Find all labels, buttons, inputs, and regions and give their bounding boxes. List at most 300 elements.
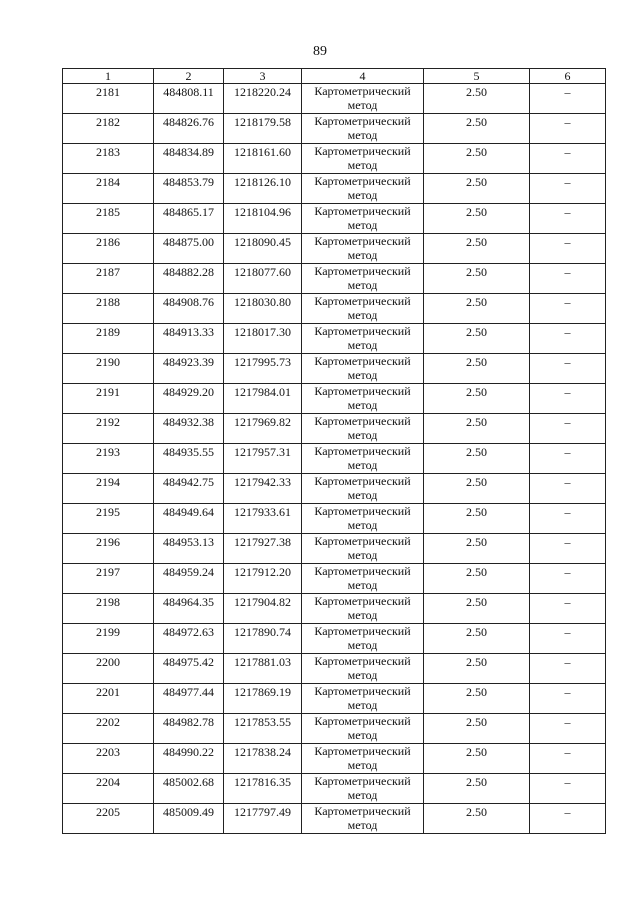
note-value: – xyxy=(564,115,571,129)
method-line-1: Картометрический xyxy=(314,564,411,578)
accuracy-value: 2.50 xyxy=(466,595,487,609)
point-number-cell xyxy=(63,474,154,504)
note-cell xyxy=(530,534,606,564)
method-line-1: Картометрический xyxy=(314,414,411,428)
table-row xyxy=(63,564,606,594)
note-cell xyxy=(530,294,606,324)
point-number: 2189 xyxy=(96,325,120,339)
point-number: 2191 xyxy=(96,385,120,399)
x-coordinate-cell xyxy=(154,384,224,414)
method-line-2: метод xyxy=(347,98,378,112)
method-line-2: метод xyxy=(347,368,378,382)
point-number: 2183 xyxy=(96,145,120,159)
method-cell xyxy=(302,594,424,624)
accuracy-cell xyxy=(424,594,530,624)
method-cell xyxy=(302,504,424,534)
accuracy-value: 2.50 xyxy=(466,385,487,399)
table-body xyxy=(63,84,606,834)
note-cell xyxy=(530,594,606,624)
accuracy-value: 2.50 xyxy=(466,295,487,309)
point-number: 2184 xyxy=(96,175,120,189)
x-coordinate: 484949.64 xyxy=(163,505,214,519)
y-coordinate: 1217904.82 xyxy=(234,595,291,609)
table-row xyxy=(63,714,606,744)
y-coordinate: 1217890.74 xyxy=(234,625,291,639)
method-line-1: Картометрический xyxy=(314,444,411,458)
method-line-1: Картометрический xyxy=(314,84,411,98)
table-row xyxy=(63,594,606,624)
note-value: – xyxy=(564,505,571,519)
x-coordinate: 484953.13 xyxy=(163,535,214,549)
table-row xyxy=(63,114,606,144)
x-coordinate: 484972.63 xyxy=(163,625,214,639)
point-number: 2192 xyxy=(96,415,120,429)
point-number: 2201 xyxy=(96,685,120,699)
table-row xyxy=(63,384,606,414)
note-cell xyxy=(530,234,606,264)
point-number: 2181 xyxy=(96,85,120,99)
point-number: 2186 xyxy=(96,235,120,249)
method-line-1: Картометрический xyxy=(314,234,411,248)
header-col-2: 2 xyxy=(154,69,224,84)
point-number-cell xyxy=(63,804,154,834)
x-coordinate: 484964.35 xyxy=(163,595,214,609)
x-coordinate: 484853.79 xyxy=(163,175,214,189)
y-coordinate-cell xyxy=(224,414,302,444)
point-number-cell xyxy=(63,324,154,354)
method-cell xyxy=(302,294,424,324)
x-coordinate-cell xyxy=(154,264,224,294)
x-coordinate-cell xyxy=(154,654,224,684)
method-line-1: Картометрический xyxy=(314,324,411,338)
y-coordinate: 1217797.49 xyxy=(234,805,291,819)
note-cell xyxy=(530,114,606,144)
note-value: – xyxy=(564,205,571,219)
point-number: 2193 xyxy=(96,445,120,459)
accuracy-cell xyxy=(424,384,530,414)
note-cell xyxy=(530,744,606,774)
x-coordinate-cell xyxy=(154,504,224,534)
accuracy-value: 2.50 xyxy=(466,265,487,279)
method-cell xyxy=(302,204,424,234)
x-coordinate-cell xyxy=(154,234,224,264)
point-number: 2190 xyxy=(96,355,120,369)
y-coordinate: 1218030.80 xyxy=(234,295,291,309)
table-row xyxy=(63,174,606,204)
accuracy-value: 2.50 xyxy=(466,745,487,759)
note-value: – xyxy=(564,175,571,189)
method-line-1: Картометрический xyxy=(314,114,411,128)
note-cell xyxy=(530,144,606,174)
y-coordinate: 1217927.38 xyxy=(234,535,291,549)
y-coordinate: 1217969.82 xyxy=(234,415,291,429)
x-coordinate-cell xyxy=(154,84,224,114)
y-coordinate-cell xyxy=(224,804,302,834)
x-coordinate: 484977.44 xyxy=(163,685,214,699)
point-number: 2198 xyxy=(96,595,120,609)
point-number: 2187 xyxy=(96,265,120,279)
note-value: – xyxy=(564,145,571,159)
x-coordinate: 485002.68 xyxy=(163,775,214,789)
accuracy-cell xyxy=(424,204,530,234)
x-coordinate-cell xyxy=(154,444,224,474)
y-coordinate: 1217912.20 xyxy=(234,565,291,579)
y-coordinate: 1218090.45 xyxy=(234,235,291,249)
method-cell xyxy=(302,654,424,684)
point-number: 2182 xyxy=(96,115,120,129)
table-row xyxy=(63,204,606,234)
method-line-1: Картометрический xyxy=(314,504,411,518)
y-coordinate-cell xyxy=(224,384,302,414)
method-line-2: метод xyxy=(347,278,378,292)
note-value: – xyxy=(564,595,571,609)
note-value: – xyxy=(564,265,571,279)
note-cell xyxy=(530,564,606,594)
table-row xyxy=(63,504,606,534)
accuracy-value: 2.50 xyxy=(466,325,487,339)
x-coordinate-cell xyxy=(154,204,224,234)
method-cell xyxy=(302,444,424,474)
accuracy-value: 2.50 xyxy=(466,175,487,189)
note-value: – xyxy=(564,355,571,369)
y-coordinate: 1218077.60 xyxy=(234,265,291,279)
note-value: – xyxy=(564,235,571,249)
y-coordinate: 1218161.60 xyxy=(234,145,291,159)
y-coordinate-cell xyxy=(224,714,302,744)
note-value: – xyxy=(564,85,571,99)
table-row xyxy=(63,654,606,684)
method-cell xyxy=(302,684,424,714)
accuracy-cell xyxy=(424,654,530,684)
method-line-1: Картометрический xyxy=(314,774,411,788)
x-coordinate: 484826.76 xyxy=(163,115,214,129)
method-cell xyxy=(302,534,424,564)
method-line-1: Картометрический xyxy=(314,684,411,698)
y-coordinate: 1218104.96 xyxy=(234,205,291,219)
method-line-2: метод xyxy=(347,488,378,502)
x-coordinate-cell xyxy=(154,144,224,174)
method-cell xyxy=(302,714,424,744)
note-value: – xyxy=(564,625,571,639)
point-number-cell xyxy=(63,354,154,384)
point-number-cell xyxy=(63,714,154,744)
method-line-1: Картометрический xyxy=(314,174,411,188)
y-coordinate-cell xyxy=(224,684,302,714)
method-line-2: метод xyxy=(347,128,378,142)
accuracy-cell xyxy=(424,804,530,834)
note-value: – xyxy=(564,805,571,819)
note-value: – xyxy=(564,535,571,549)
note-value: – xyxy=(564,685,571,699)
accuracy-cell xyxy=(424,774,530,804)
accuracy-value: 2.50 xyxy=(466,625,487,639)
y-coordinate-cell xyxy=(224,774,302,804)
method-cell xyxy=(302,114,424,144)
accuracy-value: 2.50 xyxy=(466,115,487,129)
y-coordinate-cell xyxy=(224,534,302,564)
accuracy-cell xyxy=(424,234,530,264)
method-cell xyxy=(302,774,424,804)
table-header-row xyxy=(63,69,606,84)
accuracy-cell xyxy=(424,624,530,654)
y-coordinate-cell xyxy=(224,204,302,234)
note-cell xyxy=(530,324,606,354)
method-line-1: Картометрический xyxy=(314,384,411,398)
method-line-1: Картометрический xyxy=(314,474,411,488)
point-number: 2205 xyxy=(96,805,120,819)
point-number: 2199 xyxy=(96,625,120,639)
table-row xyxy=(63,804,606,834)
method-line-1: Картометрический xyxy=(314,744,411,758)
method-line-2: метод xyxy=(347,518,378,532)
point-number-cell xyxy=(63,234,154,264)
y-coordinate-cell xyxy=(224,144,302,174)
y-coordinate: 1217933.61 xyxy=(234,505,291,519)
method-line-1: Картометрический xyxy=(314,534,411,548)
method-line-2: метод xyxy=(347,458,378,472)
x-coordinate: 484875.00 xyxy=(163,235,214,249)
method-cell xyxy=(302,384,424,414)
note-value: – xyxy=(564,385,571,399)
x-coordinate-cell xyxy=(154,564,224,594)
accuracy-value: 2.50 xyxy=(466,85,487,99)
method-line-2: метод xyxy=(347,308,378,322)
y-coordinate: 1217942.33 xyxy=(234,475,291,489)
method-line-2: метод xyxy=(347,698,378,712)
x-coordinate: 484908.76 xyxy=(163,295,214,309)
method-line-2: метод xyxy=(347,578,378,592)
coordinates-table xyxy=(62,68,606,834)
x-coordinate: 484865.17 xyxy=(163,205,214,219)
y-coordinate: 1217984.01 xyxy=(234,385,291,399)
point-number-cell xyxy=(63,264,154,294)
method-line-1: Картометрический xyxy=(314,804,411,818)
x-coordinate-cell xyxy=(154,174,224,204)
y-coordinate-cell xyxy=(224,474,302,504)
accuracy-cell xyxy=(424,474,530,504)
accuracy-cell xyxy=(424,714,530,744)
y-coordinate-cell xyxy=(224,654,302,684)
y-coordinate-cell xyxy=(224,234,302,264)
method-cell xyxy=(302,174,424,204)
method-line-2: метод xyxy=(347,188,378,202)
x-coordinate-cell xyxy=(154,324,224,354)
accuracy-cell xyxy=(424,294,530,324)
method-cell xyxy=(302,744,424,774)
note-cell xyxy=(530,444,606,474)
x-coordinate: 484935.55 xyxy=(163,445,214,459)
y-coordinate-cell xyxy=(224,294,302,324)
header-col-6: 6 xyxy=(530,69,606,84)
point-number-cell xyxy=(63,624,154,654)
y-coordinate: 1217869.19 xyxy=(234,685,291,699)
method-cell xyxy=(302,474,424,504)
accuracy-value: 2.50 xyxy=(466,145,487,159)
method-line-1: Картометрический xyxy=(314,204,411,218)
method-cell xyxy=(302,84,424,114)
table-row xyxy=(63,324,606,354)
y-coordinate: 1218017.30 xyxy=(234,325,291,339)
accuracy-cell xyxy=(424,324,530,354)
accuracy-value: 2.50 xyxy=(466,475,487,489)
point-number-cell xyxy=(63,84,154,114)
point-number: 2195 xyxy=(96,505,120,519)
x-coordinate: 484975.42 xyxy=(163,655,214,669)
note-value: – xyxy=(564,655,571,669)
x-coordinate-cell xyxy=(154,474,224,504)
method-line-1: Картометрический xyxy=(314,264,411,278)
note-cell xyxy=(530,174,606,204)
method-line-1: Картометрический xyxy=(314,624,411,638)
y-coordinate-cell xyxy=(224,174,302,204)
y-coordinate-cell xyxy=(224,114,302,144)
point-number: 2197 xyxy=(96,565,120,579)
accuracy-value: 2.50 xyxy=(466,415,487,429)
accuracy-value: 2.50 xyxy=(466,655,487,669)
accuracy-value: 2.50 xyxy=(466,205,487,219)
x-coordinate: 484923.39 xyxy=(163,355,214,369)
y-coordinate: 1217816.35 xyxy=(234,775,291,789)
method-line-2: метод xyxy=(347,248,378,262)
accuracy-value: 2.50 xyxy=(466,505,487,519)
table-row xyxy=(63,144,606,174)
note-value: – xyxy=(564,445,571,459)
point-number-cell xyxy=(63,384,154,414)
method-cell xyxy=(302,144,424,174)
y-coordinate-cell xyxy=(224,564,302,594)
method-line-1: Картометрический xyxy=(314,594,411,608)
accuracy-value: 2.50 xyxy=(466,445,487,459)
note-cell xyxy=(530,504,606,534)
note-cell xyxy=(530,204,606,234)
method-line-2: метод xyxy=(347,158,378,172)
method-line-2: метод xyxy=(347,728,378,742)
x-coordinate-cell xyxy=(154,624,224,654)
note-value: – xyxy=(564,475,571,489)
accuracy-value: 2.50 xyxy=(466,535,487,549)
x-coordinate-cell xyxy=(154,774,224,804)
x-coordinate: 484982.78 xyxy=(163,715,214,729)
method-line-1: Картометрический xyxy=(314,354,411,368)
point-number-cell xyxy=(63,414,154,444)
table-row xyxy=(63,774,606,804)
table-row xyxy=(63,414,606,444)
method-line-1: Картометрический xyxy=(314,294,411,308)
method-cell xyxy=(302,414,424,444)
point-number-cell xyxy=(63,594,154,624)
y-coordinate-cell xyxy=(224,594,302,624)
y-coordinate: 1217881.03 xyxy=(234,655,291,669)
x-coordinate: 484929.20 xyxy=(163,385,214,399)
note-value: – xyxy=(564,325,571,339)
accuracy-cell xyxy=(424,414,530,444)
x-coordinate: 484959.24 xyxy=(163,565,214,579)
table-row xyxy=(63,84,606,114)
y-coordinate-cell xyxy=(224,624,302,654)
accuracy-value: 2.50 xyxy=(466,235,487,249)
point-number: 2202 xyxy=(96,715,120,729)
accuracy-cell xyxy=(424,144,530,174)
table-row xyxy=(63,294,606,324)
method-line-2: метод xyxy=(347,608,378,622)
x-coordinate: 485009.49 xyxy=(163,805,214,819)
y-coordinate: 1217838.24 xyxy=(234,745,291,759)
note-cell xyxy=(530,384,606,414)
note-cell xyxy=(530,684,606,714)
point-number: 2185 xyxy=(96,205,120,219)
header-col-4: 4 xyxy=(302,69,424,84)
method-cell xyxy=(302,564,424,594)
x-coordinate: 484913.33 xyxy=(163,325,214,339)
point-number-cell xyxy=(63,174,154,204)
x-coordinate-cell xyxy=(154,594,224,624)
point-number-cell xyxy=(63,294,154,324)
table-row xyxy=(63,684,606,714)
x-coordinate-cell xyxy=(154,804,224,834)
method-line-1: Картометрический xyxy=(314,714,411,728)
note-value: – xyxy=(564,715,571,729)
method-cell xyxy=(302,324,424,354)
method-line-1: Картометрический xyxy=(314,144,411,158)
y-coordinate: 1218126.10 xyxy=(234,175,291,189)
y-coordinate-cell xyxy=(224,264,302,294)
x-coordinate: 484942.75 xyxy=(163,475,214,489)
method-line-2: метод xyxy=(347,758,378,772)
method-cell xyxy=(302,804,424,834)
y-coordinate: 1218220.24 xyxy=(234,85,291,99)
x-coordinate: 484834.89 xyxy=(163,145,214,159)
accuracy-cell xyxy=(424,264,530,294)
accuracy-value: 2.50 xyxy=(466,565,487,579)
note-cell xyxy=(530,624,606,654)
x-coordinate-cell xyxy=(154,684,224,714)
accuracy-cell xyxy=(424,114,530,144)
method-cell xyxy=(302,354,424,384)
y-coordinate-cell xyxy=(224,324,302,354)
x-coordinate-cell xyxy=(154,354,224,384)
point-number-cell xyxy=(63,504,154,534)
accuracy-cell xyxy=(424,564,530,594)
method-line-2: метод xyxy=(347,818,378,832)
point-number: 2188 xyxy=(96,295,120,309)
point-number-cell xyxy=(63,654,154,684)
point-number: 2196 xyxy=(96,535,120,549)
method-cell xyxy=(302,624,424,654)
method-cell xyxy=(302,234,424,264)
x-coordinate-cell xyxy=(154,294,224,324)
method-line-1: Картометрический xyxy=(314,654,411,668)
method-line-2: метод xyxy=(347,218,378,232)
accuracy-value: 2.50 xyxy=(466,775,487,789)
point-number: 2194 xyxy=(96,475,120,489)
point-number-cell xyxy=(63,444,154,474)
accuracy-cell xyxy=(424,84,530,114)
accuracy-value: 2.50 xyxy=(466,685,487,699)
x-coordinate-cell xyxy=(154,534,224,564)
header-col-5: 5 xyxy=(424,69,530,84)
x-coordinate-cell xyxy=(154,114,224,144)
note-value: – xyxy=(564,745,571,759)
header-col-3: 3 xyxy=(224,69,302,84)
y-coordinate-cell xyxy=(224,744,302,774)
point-number: 2200 xyxy=(96,655,120,669)
accuracy-cell xyxy=(424,504,530,534)
table-row xyxy=(63,234,606,264)
y-coordinate: 1217995.73 xyxy=(234,355,291,369)
table-row xyxy=(63,354,606,384)
point-number: 2204 xyxy=(96,775,120,789)
note-cell xyxy=(530,774,606,804)
